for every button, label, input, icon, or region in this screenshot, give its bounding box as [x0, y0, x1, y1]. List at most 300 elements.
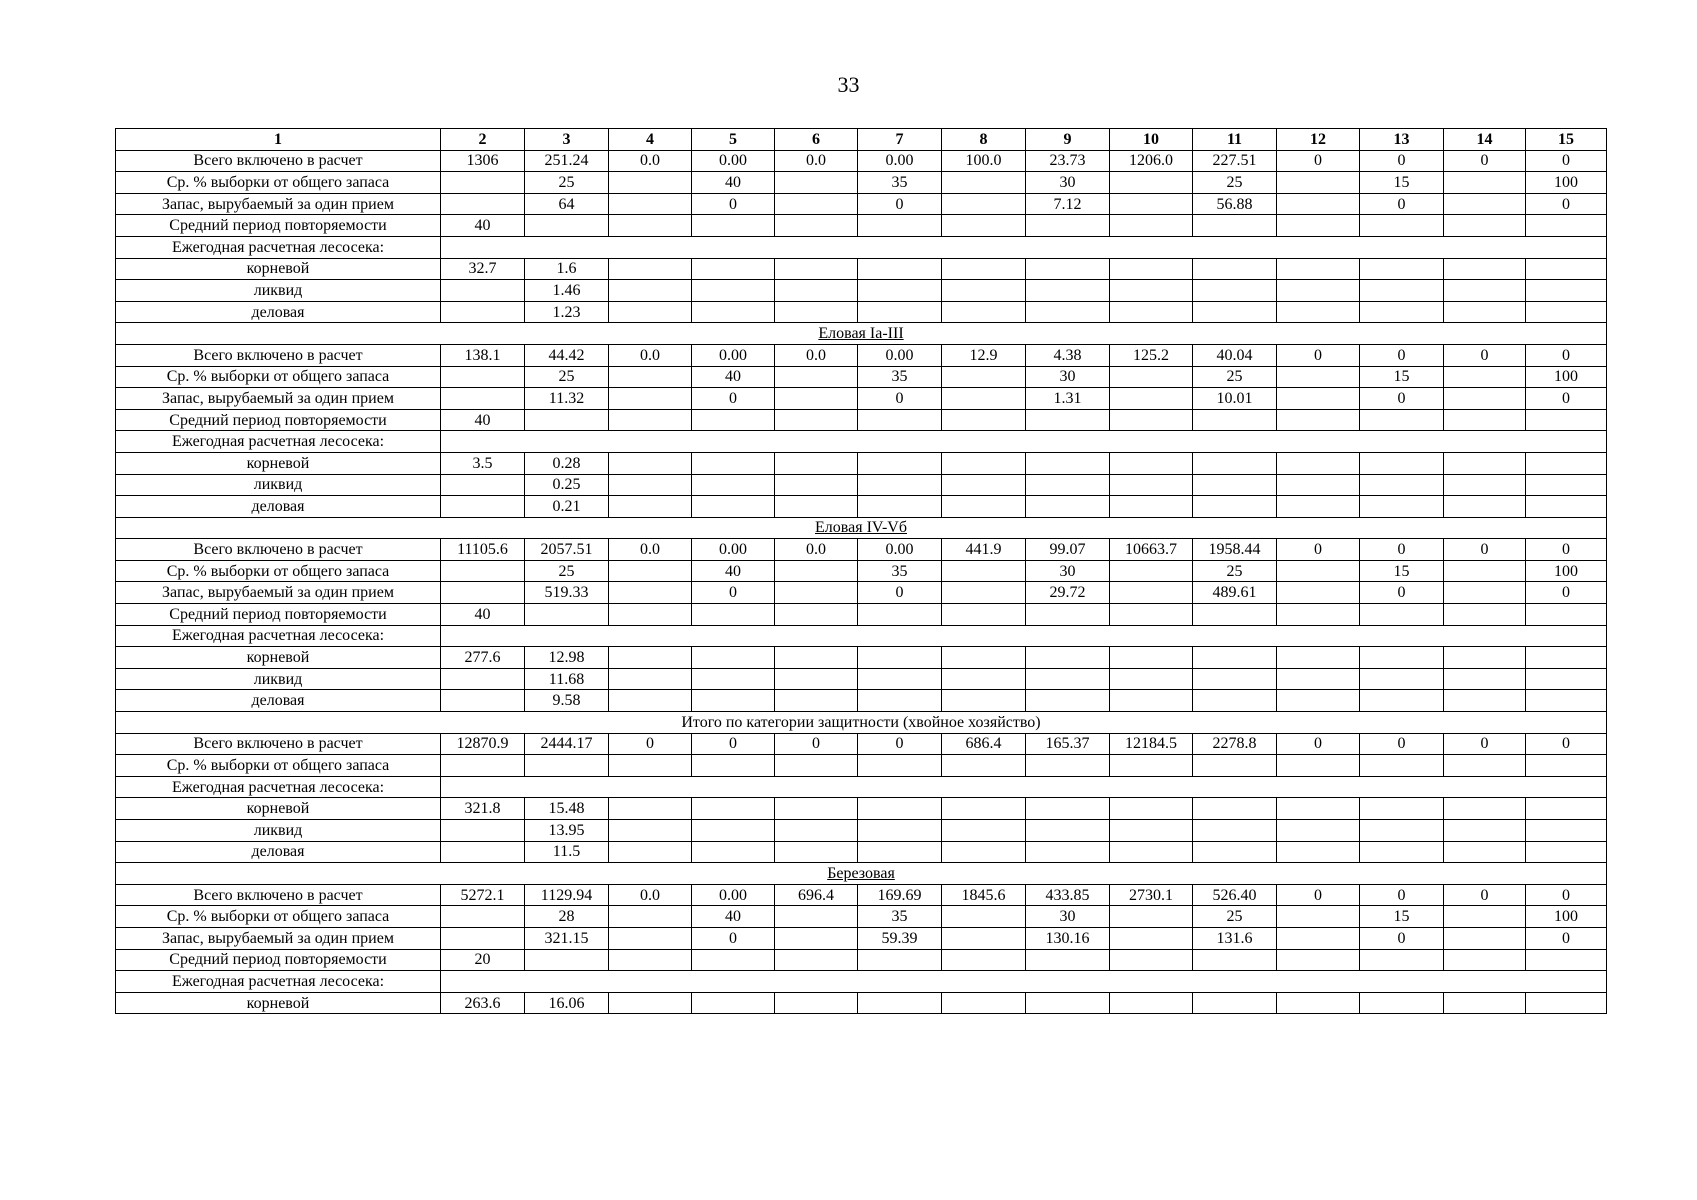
table-cell	[1277, 301, 1360, 323]
table-cell	[1444, 690, 1526, 712]
table-cell	[1110, 388, 1193, 410]
table-cell: 0.00	[692, 539, 775, 561]
table-cell	[441, 841, 525, 863]
table-cell: 40	[692, 906, 775, 928]
table-cell	[1277, 820, 1360, 842]
table-cell	[1277, 409, 1360, 431]
row-label: ликвид	[116, 280, 441, 302]
table-cell: 433.85	[1026, 884, 1110, 906]
table-cell	[858, 647, 942, 669]
table-cell	[775, 798, 858, 820]
table-cell	[609, 906, 692, 928]
row-label: Всего включено в расчет	[116, 344, 441, 366]
table-cell: 1.6	[525, 258, 609, 280]
table-cell: 0	[1526, 733, 1607, 755]
table-cell	[692, 280, 775, 302]
table-cell	[692, 409, 775, 431]
table-cell: 12.98	[525, 647, 609, 669]
table-cell	[609, 474, 692, 496]
row-label: Ср. % выборки от общего запаса	[116, 906, 441, 928]
table-row	[116, 388, 1607, 410]
table-cell	[1026, 409, 1110, 431]
table-cell	[1444, 647, 1526, 669]
table-cell	[1526, 604, 1607, 626]
table-cell	[1110, 604, 1193, 626]
table-cell	[942, 366, 1026, 388]
table-cell: 0	[1526, 582, 1607, 604]
table-cell: 30	[1026, 366, 1110, 388]
table-cell	[1444, 841, 1526, 863]
subheader-row	[116, 625, 1607, 647]
table-cell	[1444, 604, 1526, 626]
table-cell	[609, 366, 692, 388]
table-cell: 0	[858, 582, 942, 604]
table-cell	[1110, 755, 1193, 777]
table-cell: 519.33	[525, 582, 609, 604]
table-cell	[1110, 366, 1193, 388]
table-cell	[942, 496, 1026, 518]
table-cell: 9.58	[525, 690, 609, 712]
table-cell	[441, 388, 525, 410]
table-cell	[1526, 647, 1607, 669]
table-cell	[1026, 841, 1110, 863]
table-row	[116, 452, 1607, 474]
page-number: 33	[837, 72, 860, 97]
table-cell: 0.00	[692, 150, 775, 172]
row-label: Запас, вырубаемый за один прием	[116, 582, 441, 604]
column-number-header: 10	[1110, 129, 1193, 151]
table-row	[116, 690, 1607, 712]
table-row	[116, 474, 1607, 496]
table-cell	[942, 927, 1026, 949]
row-label: Ср. % выборки от общего запаса	[116, 560, 441, 582]
table-cell	[1277, 927, 1360, 949]
table-cell	[1360, 496, 1444, 518]
table-cell	[1360, 820, 1444, 842]
table-cell	[609, 388, 692, 410]
row-label: Средний период повторяемости	[116, 215, 441, 237]
table-cell	[1526, 215, 1607, 237]
row-label: Запас, вырубаемый за один прием	[116, 193, 441, 215]
table-cell	[1193, 992, 1277, 1014]
row-label: корневой	[116, 992, 441, 1014]
table-cell	[441, 496, 525, 518]
table-cell: 56.88	[1193, 193, 1277, 215]
table-cell: 125.2	[1110, 344, 1193, 366]
table-cell: 10663.7	[1110, 539, 1193, 561]
empty-span-cell	[441, 431, 1607, 453]
table-cell: 35	[858, 172, 942, 194]
table-cell	[775, 690, 858, 712]
table-cell	[609, 215, 692, 237]
table-cell	[609, 258, 692, 280]
table-cell	[1277, 215, 1360, 237]
table-cell: 0	[1360, 539, 1444, 561]
table-cell	[1277, 582, 1360, 604]
table-cell: 100	[1526, 366, 1607, 388]
table-cell	[1526, 798, 1607, 820]
table-cell: 23.73	[1026, 150, 1110, 172]
table-cell: 35	[858, 366, 942, 388]
table-cell: 35	[858, 560, 942, 582]
table-cell	[1526, 992, 1607, 1014]
table-cell	[1526, 301, 1607, 323]
table-cell	[942, 452, 1026, 474]
empty-span-cell	[441, 236, 1607, 258]
empty-span-cell	[441, 625, 1607, 647]
table-cell	[858, 690, 942, 712]
table-cell: 40	[692, 560, 775, 582]
subheader-row	[116, 431, 1607, 453]
subheader-row	[116, 971, 1607, 993]
table-cell	[525, 755, 609, 777]
table-cell	[692, 215, 775, 237]
table-cell: 30	[1026, 172, 1110, 194]
table-cell	[775, 647, 858, 669]
table-cell	[1526, 496, 1607, 518]
table-cell	[775, 992, 858, 1014]
table-cell: 2730.1	[1110, 884, 1193, 906]
table-cell	[609, 820, 692, 842]
row-label: Всего включено в расчет	[116, 733, 441, 755]
table-cell	[942, 301, 1026, 323]
table-cell	[1026, 820, 1110, 842]
table-cell: 1.23	[525, 301, 609, 323]
table-cell: 25	[1193, 560, 1277, 582]
table-cell: 11.32	[525, 388, 609, 410]
row-label: корневой	[116, 798, 441, 820]
table-cell	[1026, 668, 1110, 690]
table-cell	[692, 798, 775, 820]
table-cell: 15.48	[525, 798, 609, 820]
table-cell	[775, 366, 858, 388]
table-row	[116, 582, 1607, 604]
table-cell	[1444, 906, 1526, 928]
table-cell	[1360, 215, 1444, 237]
subheader-row	[116, 236, 1607, 258]
table-cell	[1110, 496, 1193, 518]
table-cell	[692, 992, 775, 1014]
table-cell	[1026, 690, 1110, 712]
row-label: ликвид	[116, 668, 441, 690]
table-cell	[1526, 258, 1607, 280]
table-cell: 5272.1	[441, 884, 525, 906]
table-cell	[775, 604, 858, 626]
table-cell: 25	[525, 366, 609, 388]
table-cell: 227.51	[1193, 150, 1277, 172]
table-cell	[1360, 474, 1444, 496]
table-cell: 0.21	[525, 496, 609, 518]
table-cell	[1193, 409, 1277, 431]
table-cell: 25	[1193, 366, 1277, 388]
table-cell	[858, 841, 942, 863]
table-cell	[942, 474, 1026, 496]
table-cell	[692, 690, 775, 712]
table-cell	[525, 409, 609, 431]
table-cell	[942, 841, 1026, 863]
table-cell	[1277, 906, 1360, 928]
total-heading: Итого по категории защитности (хвойное хозяйство)	[116, 712, 1607, 734]
table-cell: 10.01	[1193, 388, 1277, 410]
table-cell	[609, 560, 692, 582]
table-row	[116, 927, 1607, 949]
table-row	[116, 906, 1607, 928]
column-number-header: 8	[942, 129, 1026, 151]
table-cell: 15	[1360, 172, 1444, 194]
table-cell: 441.9	[942, 539, 1026, 561]
table-cell	[858, 215, 942, 237]
column-number-header: 6	[775, 129, 858, 151]
table-cell	[1444, 366, 1526, 388]
table-cell: 0.00	[858, 539, 942, 561]
section-heading: Березовая	[116, 863, 1607, 885]
table-cell	[1526, 841, 1607, 863]
table-cell	[1193, 755, 1277, 777]
table-cell	[1277, 647, 1360, 669]
table-cell: 0	[1444, 733, 1526, 755]
table-cell	[1110, 949, 1193, 971]
table-cell	[942, 906, 1026, 928]
table-cell	[609, 452, 692, 474]
table-cell	[1277, 258, 1360, 280]
column-number-header: 9	[1026, 129, 1110, 151]
table-cell	[1026, 798, 1110, 820]
table-cell	[775, 906, 858, 928]
table-cell	[942, 280, 1026, 302]
table-cell	[609, 927, 692, 949]
table-cell	[609, 841, 692, 863]
row-label: Ежегодная расчетная лесосека:	[116, 431, 441, 453]
table-cell	[1526, 755, 1607, 777]
table-cell	[1444, 258, 1526, 280]
table-cell: 25	[1193, 906, 1277, 928]
table-cell: 20	[441, 949, 525, 971]
table-cell	[1277, 798, 1360, 820]
table-cell: 0	[1360, 884, 1444, 906]
table-cell	[1360, 668, 1444, 690]
table-cell: 1.46	[525, 280, 609, 302]
row-label: Ежегодная расчетная лесосека:	[116, 625, 441, 647]
table-cell	[1110, 992, 1193, 1014]
table-cell	[609, 647, 692, 669]
table-cell: 0.0	[775, 539, 858, 561]
table-cell: 40	[692, 366, 775, 388]
table-cell: 0	[858, 733, 942, 755]
data-table-container	[115, 128, 1607, 1014]
table-cell: 321.8	[441, 798, 525, 820]
table-cell	[1193, 820, 1277, 842]
column-number-header: 2	[441, 129, 525, 151]
table-cell: 0	[1526, 539, 1607, 561]
table-cell: 0.0	[609, 344, 692, 366]
row-label: Ср. % выборки от общего запаса	[116, 366, 441, 388]
table-cell: 64	[525, 193, 609, 215]
table-cell: 15	[1360, 560, 1444, 582]
table-cell	[441, 474, 525, 496]
table-row	[116, 733, 1607, 755]
empty-span-cell	[441, 776, 1607, 798]
table-cell	[692, 820, 775, 842]
table-cell: 12184.5	[1110, 733, 1193, 755]
table-row	[116, 647, 1607, 669]
table-cell	[942, 690, 1026, 712]
column-number-header: 7	[858, 129, 942, 151]
table-cell: 44.42	[525, 344, 609, 366]
table-cell	[1277, 280, 1360, 302]
table-cell	[942, 172, 1026, 194]
table-cell	[609, 193, 692, 215]
table-cell	[1444, 992, 1526, 1014]
table-cell: 0.00	[692, 344, 775, 366]
table-cell: 0	[1360, 344, 1444, 366]
table-cell: 7.12	[1026, 193, 1110, 215]
table-cell	[1360, 841, 1444, 863]
table-row	[116, 409, 1607, 431]
table-cell	[441, 820, 525, 842]
column-number-header: 4	[609, 129, 692, 151]
table-cell	[942, 820, 1026, 842]
row-label: Всего включено в расчет	[116, 150, 441, 172]
table-cell	[942, 949, 1026, 971]
table-cell	[1277, 755, 1360, 777]
row-label: деловая	[116, 301, 441, 323]
table-cell	[1026, 604, 1110, 626]
table-cell	[525, 604, 609, 626]
row-label: Средний период повторяемости	[116, 409, 441, 431]
table-cell	[942, 668, 1026, 690]
table-cell: 1129.94	[525, 884, 609, 906]
table-cell: 321.15	[525, 927, 609, 949]
table-cell	[775, 172, 858, 194]
table-cell: 1845.6	[942, 884, 1026, 906]
table-cell	[1277, 668, 1360, 690]
table-cell: 0	[1444, 539, 1526, 561]
table-cell	[441, 690, 525, 712]
table-row	[116, 539, 1607, 561]
table-cell	[1277, 690, 1360, 712]
table-cell	[858, 820, 942, 842]
table-cell	[775, 927, 858, 949]
table-cell	[1360, 280, 1444, 302]
table-row	[116, 301, 1607, 323]
table-cell	[1193, 949, 1277, 971]
table-cell	[609, 604, 692, 626]
table-cell	[1193, 841, 1277, 863]
table-cell: 0	[1360, 927, 1444, 949]
table-cell	[775, 496, 858, 518]
column-number-header: 14	[1444, 129, 1526, 151]
row-label: корневой	[116, 452, 441, 474]
table-cell	[1444, 949, 1526, 971]
table-cell	[1110, 301, 1193, 323]
table-cell: 0	[1444, 150, 1526, 172]
table-cell: 25	[525, 560, 609, 582]
table-cell	[1110, 452, 1193, 474]
table-cell: 100	[1526, 560, 1607, 582]
table-cell	[1110, 820, 1193, 842]
table-cell: 131.6	[1193, 927, 1277, 949]
table-cell	[1444, 193, 1526, 215]
table-row	[116, 172, 1607, 194]
table-cell: 277.6	[441, 647, 525, 669]
table-cell	[942, 582, 1026, 604]
table-cell: 696.4	[775, 884, 858, 906]
table-cell	[1026, 755, 1110, 777]
table-cell	[441, 582, 525, 604]
section-heading: Еловая IV-Vб	[116, 517, 1607, 539]
table-cell	[441, 301, 525, 323]
table-cell: 1958.44	[1193, 539, 1277, 561]
table-cell	[441, 172, 525, 194]
table-cell	[1360, 604, 1444, 626]
table-cell	[858, 280, 942, 302]
table-cell	[441, 366, 525, 388]
table-cell	[692, 301, 775, 323]
table-cell: 3.5	[441, 452, 525, 474]
table-cell	[692, 604, 775, 626]
table-cell	[1444, 474, 1526, 496]
table-cell	[1110, 668, 1193, 690]
table-cell	[1110, 798, 1193, 820]
table-cell	[609, 755, 692, 777]
table-cell: 40.04	[1193, 344, 1277, 366]
table-cell	[1110, 841, 1193, 863]
table-row	[116, 668, 1607, 690]
table-cell: 0	[692, 927, 775, 949]
table-cell: 0	[1360, 193, 1444, 215]
table-cell	[1526, 668, 1607, 690]
data-table	[115, 128, 1607, 1014]
table-cell	[1526, 452, 1607, 474]
table-cell	[692, 949, 775, 971]
table-cell	[1526, 409, 1607, 431]
table-cell	[1360, 409, 1444, 431]
table-cell	[1193, 690, 1277, 712]
table-cell	[1193, 798, 1277, 820]
table-row	[116, 215, 1607, 237]
table-cell: 0	[1360, 582, 1444, 604]
table-cell: 0	[1277, 733, 1360, 755]
table-cell	[775, 841, 858, 863]
table-cell	[1444, 582, 1526, 604]
table-cell	[1110, 906, 1193, 928]
table-cell	[942, 992, 1026, 1014]
table-cell: 32.7	[441, 258, 525, 280]
table-cell: 100	[1526, 906, 1607, 928]
row-label: Ежегодная расчетная лесосека:	[116, 236, 441, 258]
table-cell: 2444.17	[525, 733, 609, 755]
table-cell: 0.00	[858, 150, 942, 172]
table-cell	[1526, 474, 1607, 496]
table-cell: 686.4	[942, 733, 1026, 755]
table-cell	[858, 668, 942, 690]
table-cell	[775, 388, 858, 410]
table-cell	[1277, 366, 1360, 388]
table-cell	[609, 280, 692, 302]
table-row	[116, 193, 1607, 215]
table-cell	[1277, 388, 1360, 410]
table-cell	[1110, 474, 1193, 496]
table-cell: 0	[858, 388, 942, 410]
table-cell	[858, 798, 942, 820]
table-cell: 29.72	[1026, 582, 1110, 604]
table-cell	[1193, 668, 1277, 690]
table-cell	[775, 215, 858, 237]
table-cell	[1444, 668, 1526, 690]
table-cell	[441, 668, 525, 690]
table-cell	[1360, 949, 1444, 971]
table-cell: 13.95	[525, 820, 609, 842]
